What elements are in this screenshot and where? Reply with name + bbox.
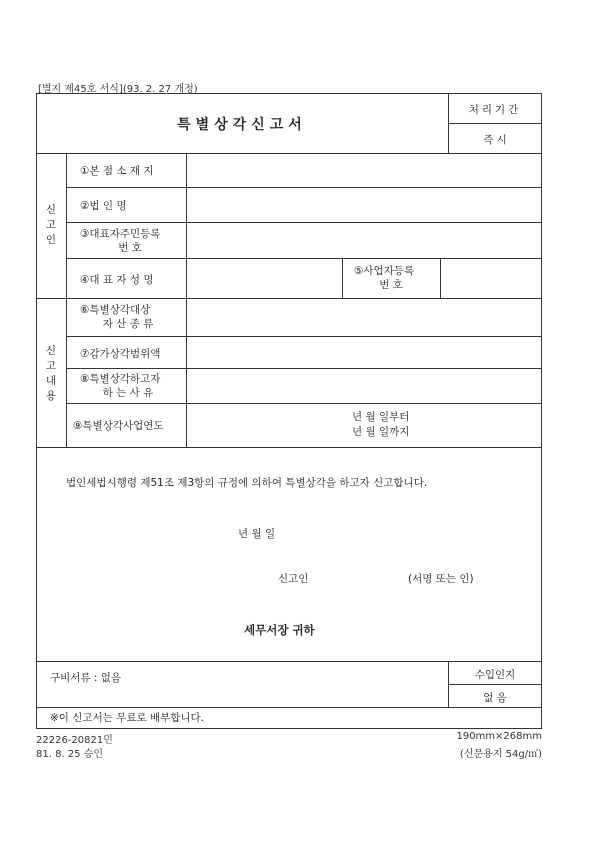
divider <box>440 258 441 298</box>
form-code: 22226-20821민 <box>36 735 113 746</box>
paper-size: 190mm×268mm <box>456 731 542 742</box>
divider <box>66 403 542 404</box>
field-representative-name-label: ④대 표 자 성 명 <box>80 274 154 286</box>
field-corporation-name-label: ②법 인 명 <box>80 200 127 212</box>
divider <box>36 661 542 662</box>
divider <box>66 222 542 223</box>
signature-label: (서명 또는 인) <box>408 573 474 585</box>
approval-date: 81. 8. 25 승인 <box>36 749 104 760</box>
divider <box>66 368 542 369</box>
divider <box>448 123 542 124</box>
divider <box>36 153 542 154</box>
period-from: 년 월 일부터 <box>352 411 410 423</box>
stamp-label: 수입인지 <box>474 669 516 681</box>
notice-text: ※이 신고서는 무료로 배부합니다. <box>50 712 205 724</box>
paper-type: (신문용지 54g/㎡) <box>459 749 542 760</box>
form-title: 특별상각신고서 <box>177 117 307 133</box>
field-reason-label-2: 하 는 사 유 <box>102 387 154 399</box>
divider <box>448 684 542 685</box>
processing-period-value: 즉 시 <box>483 134 507 146</box>
field-depreciation-range-label: ⑦감가상각범위액 <box>80 348 161 360</box>
stamp-value: 없 음 <box>483 692 507 704</box>
field-representative-id-label: ③대표자주민등록 <box>80 228 161 240</box>
field-asset-type-label-2: 자 산 종 류 <box>102 318 154 330</box>
divider <box>36 447 542 448</box>
field-reason-label: ⑧특별상각하고자 <box>80 373 161 385</box>
field-business-reg-label-2: 번 호 <box>379 279 403 291</box>
field-business-reg-label: ⑤사업자등록 <box>354 265 415 277</box>
divider <box>66 258 542 259</box>
divider <box>36 298 542 299</box>
form-reference: [별지 제45호 서식](93. 2. 27 개정) <box>38 84 198 95</box>
divider <box>66 336 542 337</box>
field-head-office-label: ①본 점 소 재 지 <box>80 165 154 177</box>
field-fiscal-year-label: ⑨특별상각사업연도 <box>73 420 164 432</box>
field-asset-type-label: ⑥특별상각대상 <box>80 304 151 316</box>
attachments-label: 구비서류 : 없음 <box>50 672 122 684</box>
processing-period-label: 처리기간 <box>468 104 522 116</box>
period-to: 년 월 일까지 <box>352 426 410 438</box>
date-line: 년 월 일 <box>238 528 276 540</box>
section-details-label: 신고내용 <box>45 345 57 402</box>
section-applicant-label: 신고인 <box>45 204 57 246</box>
declaration-text: 법인세법시행령 제51조 제3항의 규정에 의하여 특별상각을 하고자 신고합니다. <box>66 477 428 489</box>
field-representative-id-label-2: 번 호 <box>118 242 142 254</box>
applicant-label: 신고인 <box>278 573 309 585</box>
divider <box>66 187 542 188</box>
recipient-label: 세무서장 귀하 <box>244 623 315 637</box>
divider <box>36 707 542 708</box>
